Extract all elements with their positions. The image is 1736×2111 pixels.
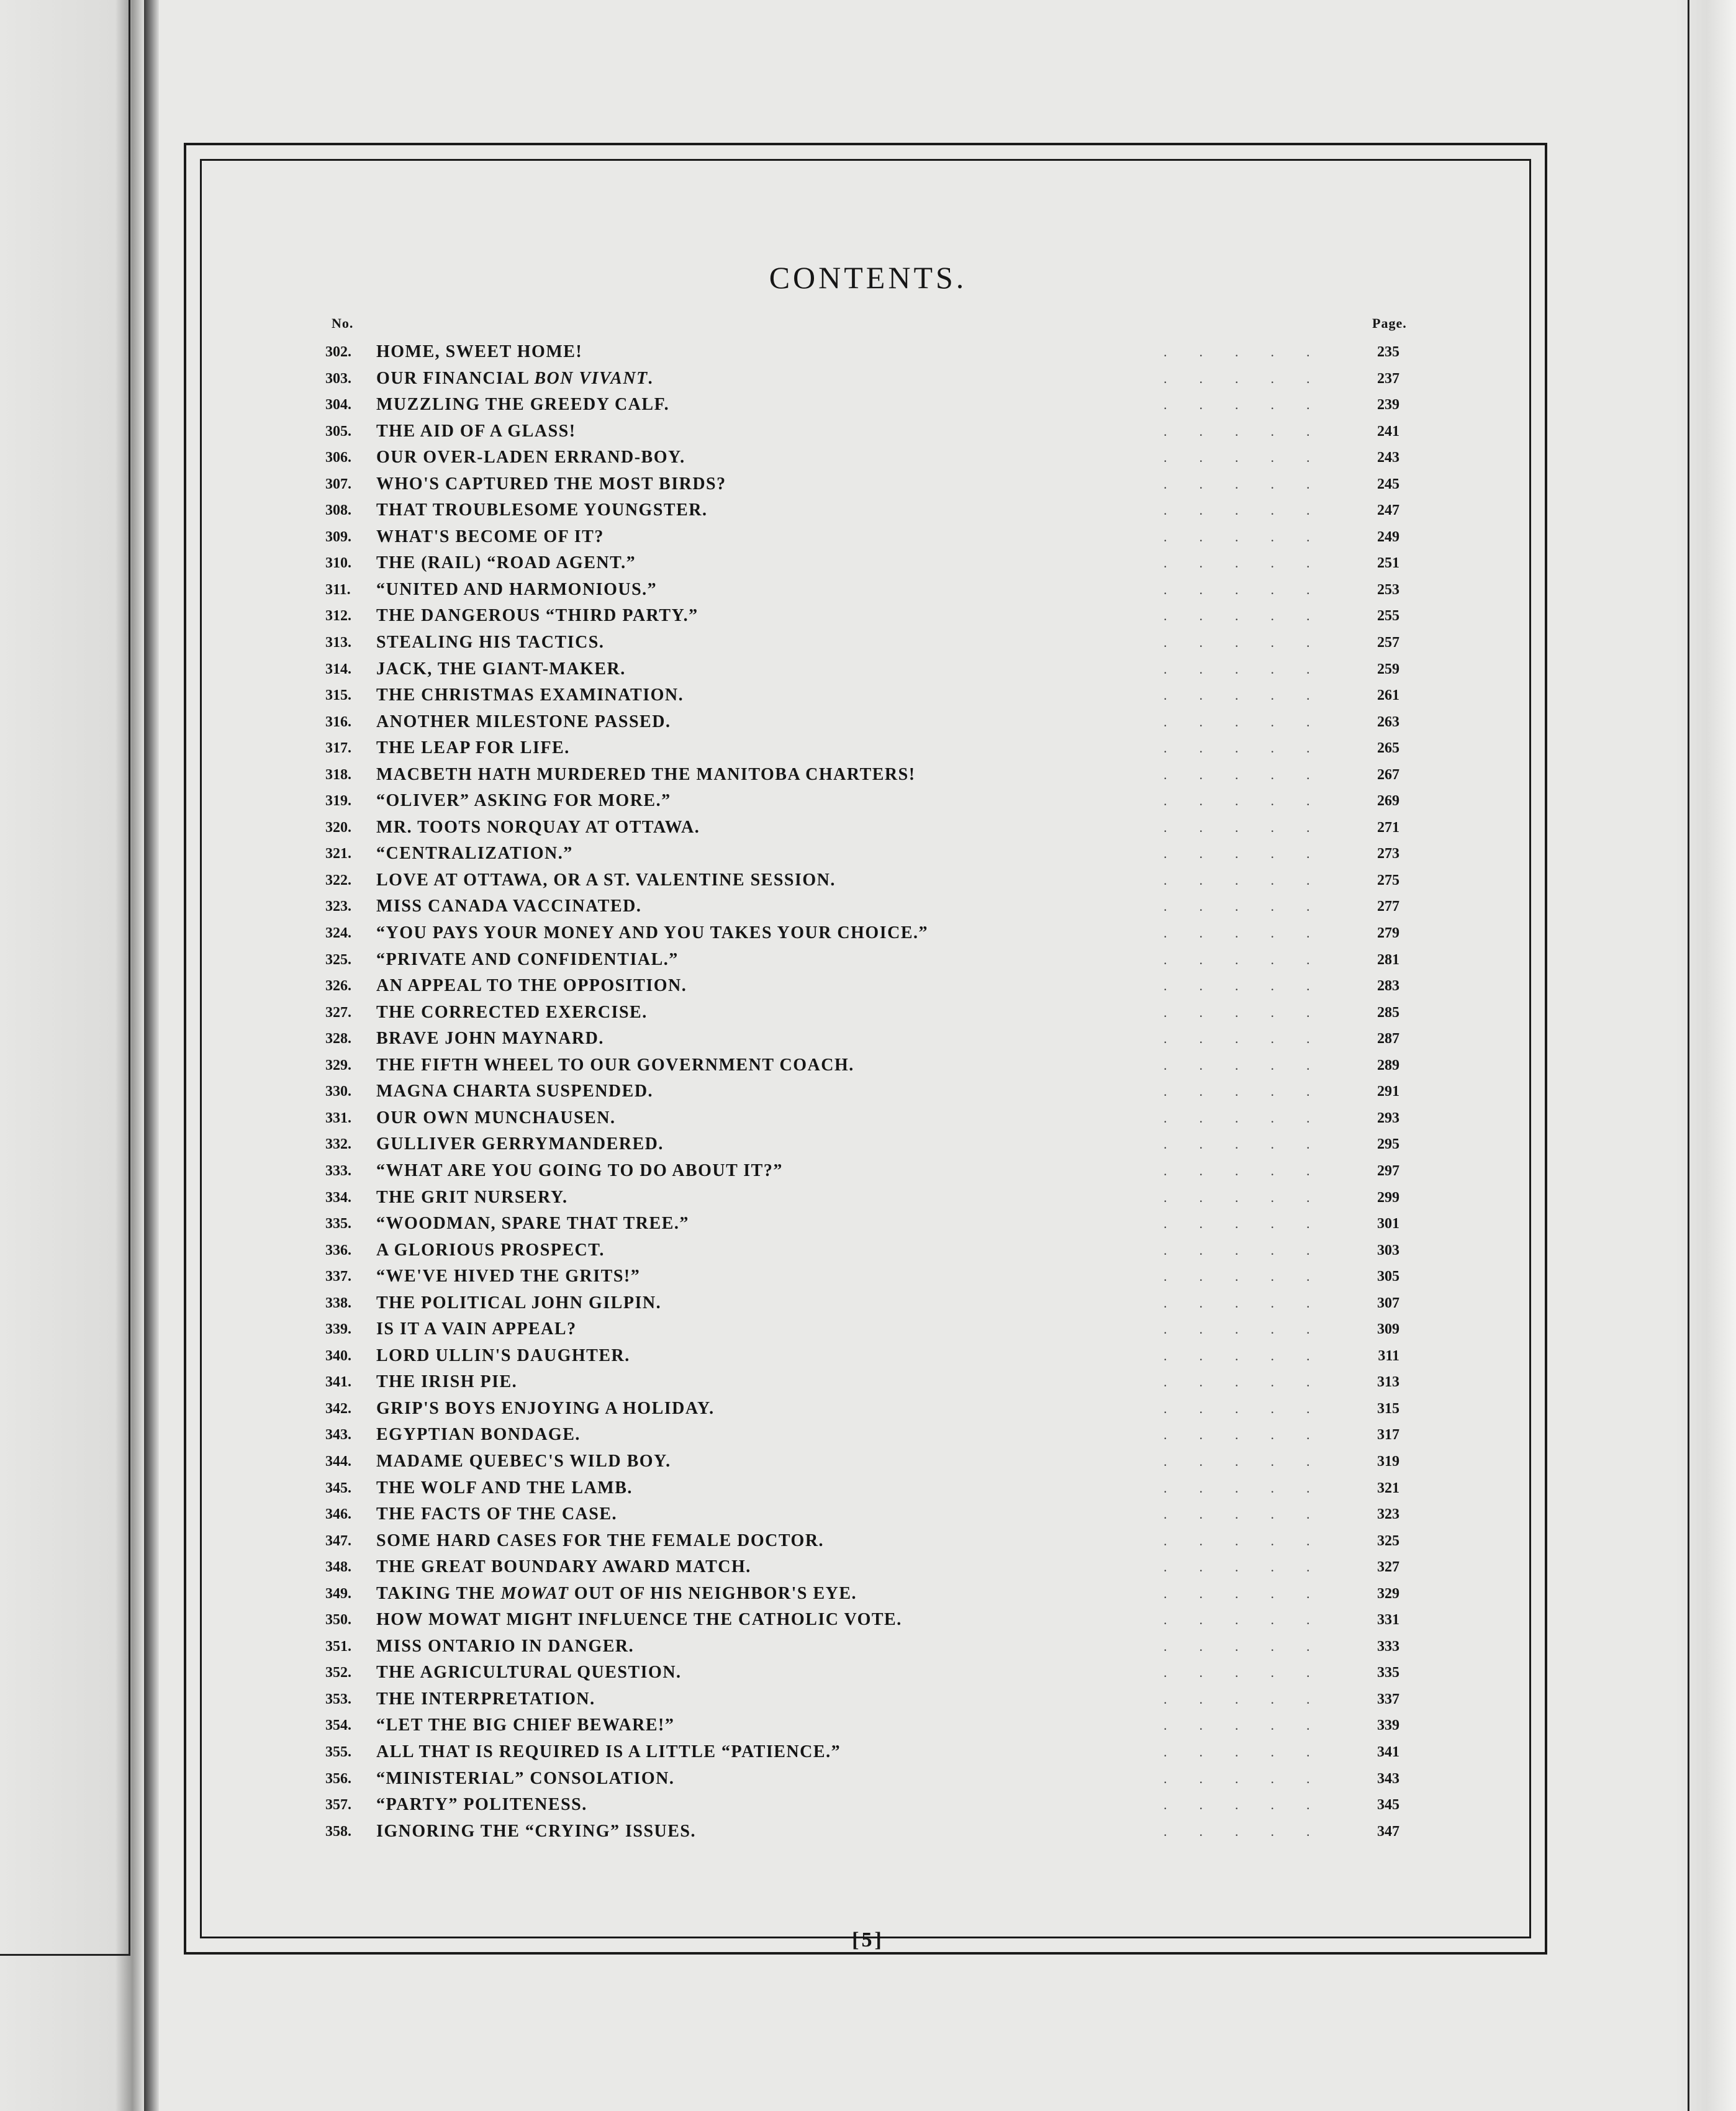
dot-leader: ..... — [1164, 978, 1342, 994]
entry-page: 315 — [1377, 1400, 1399, 1417]
entry-page: 303 — [1377, 1242, 1399, 1259]
page-number: [5] — [852, 1928, 884, 1951]
entry-title: MACBETH HATH MURDERED THE MANITOBA CHARTERS! — [376, 764, 916, 784]
entry-number: 311. — [325, 581, 351, 598]
entry-page: 263 — [1377, 713, 1399, 730]
entry-page: 291 — [1377, 1083, 1399, 1100]
toc-entry — [325, 1766, 1399, 1792]
entry-title: THE CHRISTMAS EXAMINATION. — [376, 685, 684, 705]
toc-entry — [325, 920, 1399, 947]
dot-leader: ..... — [1164, 1797, 1342, 1813]
dot-leader: ..... — [1164, 687, 1342, 703]
entry-number: 330. — [325, 1083, 351, 1100]
dot-leader: ..... — [1164, 1374, 1342, 1390]
entry-number: 340. — [325, 1347, 351, 1364]
dot-leader: ..... — [1164, 581, 1342, 597]
entry-number: 303. — [325, 370, 351, 387]
dot-leader: ..... — [1164, 1532, 1342, 1548]
entry-title: WHAT'S BECOME OF IT? — [376, 527, 604, 546]
dot-leader: ..... — [1164, 1743, 1342, 1760]
toc-entry — [325, 550, 1399, 577]
entry-page: 287 — [1377, 1031, 1399, 1047]
entry-title: THE AID OF A GLASS! — [376, 421, 576, 441]
entry-page: 339 — [1377, 1717, 1399, 1734]
entry-number: 315. — [325, 687, 351, 704]
page-right-edge — [1676, 0, 1736, 2111]
dot-leader: ..... — [1164, 635, 1342, 651]
entry-number: 334. — [325, 1189, 351, 1206]
book-gutter — [144, 0, 159, 2111]
entry-number: 302. — [325, 344, 351, 360]
entry-number: 320. — [325, 819, 351, 836]
entry-number: 322. — [325, 872, 351, 888]
entry-number: 337. — [325, 1268, 351, 1285]
toc-entry — [325, 524, 1399, 551]
entry-title: MUZZLING THE GREEDY CALF. — [376, 395, 670, 415]
entry-number: 309. — [325, 528, 351, 545]
entry-title: “WE'VE HIVED THE GRITS!” — [376, 1267, 641, 1286]
dot-leader: ..... — [1164, 608, 1342, 624]
entry-title: THE AGRICULTURAL QUESTION. — [376, 1663, 682, 1683]
entry-page: 345 — [1377, 1797, 1399, 1814]
dot-leader: ..... — [1164, 502, 1342, 518]
toc-entry — [325, 788, 1399, 815]
entry-title: GRIP'S BOYS ENJOYING A HOLIDAY. — [376, 1398, 715, 1418]
dot-leader: ..... — [1164, 1665, 1342, 1681]
dot-leader: ..... — [1164, 766, 1342, 782]
toc-entry — [325, 577, 1399, 603]
entry-title: THE CORRECTED EXERCISE. — [376, 1002, 648, 1022]
entry-page: 261 — [1377, 687, 1399, 704]
toc-entry — [325, 339, 1399, 366]
entry-page: 307 — [1377, 1295, 1399, 1311]
entry-page: 277 — [1377, 898, 1399, 915]
entry-page: 279 — [1377, 925, 1399, 942]
toc-entry — [325, 735, 1399, 762]
toc-entry — [325, 841, 1399, 867]
entry-page: 323 — [1377, 1506, 1399, 1523]
dot-leader: ..... — [1164, 1585, 1342, 1601]
entry-number: 324. — [325, 925, 351, 942]
toc-entry — [325, 1185, 1399, 1211]
entry-page: 235 — [1377, 344, 1399, 360]
dot-leader: ..... — [1164, 1216, 1342, 1232]
entry-number: 350. — [325, 1612, 351, 1629]
entry-number: 310. — [325, 555, 351, 572]
toc-entry — [325, 815, 1399, 841]
page-right-border — [1688, 0, 1689, 2111]
entry-title: “WOODMAN, SPARE THAT TREE.” — [376, 1214, 689, 1234]
toc-entry — [325, 1026, 1399, 1052]
entry-title: THE FACTS OF THE CASE. — [376, 1504, 618, 1524]
entry-title: THAT TROUBLESOME YOUNGSTER. — [376, 500, 708, 520]
entry-title: THE INTERPRETATION. — [376, 1689, 595, 1709]
toc-entry — [325, 471, 1399, 498]
toc-entry — [325, 1105, 1399, 1132]
entry-number: 316. — [325, 713, 351, 730]
dot-leader: ..... — [1164, 951, 1342, 967]
toc-entry — [325, 1211, 1399, 1237]
dot-leader: ..... — [1164, 713, 1342, 730]
entry-title: AN APPEAL TO THE OPPOSITION. — [376, 976, 687, 996]
dot-leader: ..... — [1164, 1242, 1342, 1258]
toc-entry — [325, 1819, 1399, 1845]
entry-title: A GLORIOUS PROSPECT. — [376, 1240, 605, 1260]
entry-title: JACK, THE GIANT-MAKER. — [376, 659, 626, 679]
toc-entry — [325, 762, 1399, 789]
toc-entry — [325, 1449, 1399, 1475]
dot-leader: ..... — [1164, 1559, 1342, 1575]
entry-page: 297 — [1377, 1162, 1399, 1179]
dot-leader: ..... — [1164, 1427, 1342, 1443]
dot-leader: ..... — [1164, 1400, 1342, 1416]
toc-entry — [325, 1290, 1399, 1317]
entry-number: 357. — [325, 1797, 351, 1814]
toc-entry — [325, 366, 1399, 392]
toc-entry — [325, 1581, 1399, 1607]
entry-title: THE IRISH PIE. — [376, 1372, 518, 1392]
dot-leader: ..... — [1164, 476, 1342, 492]
entry-title: THE POLITICAL JOHN GILPIN. — [376, 1293, 662, 1313]
entry-number: 352. — [325, 1665, 351, 1681]
entry-page: 259 — [1377, 661, 1399, 677]
entry-title: MR. TOOTS NORQUAY AT OTTAWA. — [376, 817, 700, 837]
entry-title: LOVE AT OTTAWA, OR A ST. VALENTINE SESSION. — [376, 870, 836, 890]
toc-entry — [325, 1316, 1399, 1343]
dot-leader: ..... — [1164, 1612, 1342, 1628]
entry-page: 319 — [1377, 1453, 1399, 1470]
entry-number: 306. — [325, 450, 351, 466]
entry-title: THE LEAP FOR LIFE. — [376, 738, 570, 758]
entry-number: 338. — [325, 1295, 351, 1311]
toc-entry — [325, 1158, 1399, 1185]
entry-title: THE FIFTH WHEEL TO OUR GOVERNMENT COACH. — [376, 1055, 854, 1075]
dot-leader: ..... — [1164, 1295, 1342, 1311]
entry-page: 347 — [1377, 1823, 1399, 1840]
entry-page: 243 — [1377, 450, 1399, 466]
dot-leader: ..... — [1164, 819, 1342, 835]
entry-number: 344. — [325, 1453, 351, 1470]
entry-number: 304. — [325, 397, 351, 414]
entry-page: 335 — [1377, 1665, 1399, 1681]
dot-leader: ..... — [1164, 1347, 1342, 1363]
entry-title: “OLIVER” ASKING FOR MORE.” — [376, 791, 671, 811]
entry-title: LORD ULLIN'S DAUGHTER. — [376, 1345, 630, 1365]
entry-number: 348. — [325, 1559, 351, 1576]
entry-number: 347. — [325, 1532, 351, 1549]
toc-entry — [325, 1792, 1399, 1819]
dot-leader: ..... — [1164, 1321, 1342, 1337]
toc-entry — [325, 392, 1399, 418]
entry-page: 311 — [1378, 1347, 1399, 1364]
toc-entry — [325, 1686, 1399, 1713]
toc-entry — [325, 445, 1399, 471]
entry-number: 343. — [325, 1427, 351, 1444]
dot-leader: ..... — [1164, 793, 1342, 809]
toc-entry — [325, 1078, 1399, 1105]
toc-entry — [325, 1739, 1399, 1766]
entry-page: 289 — [1377, 1057, 1399, 1074]
entry-title: THE WOLF AND THE LAMB. — [376, 1478, 633, 1498]
entry-page: 245 — [1377, 476, 1399, 492]
entry-number: 356. — [325, 1770, 351, 1787]
entry-title: SOME HARD CASES FOR THE FEMALE DOCTOR. — [376, 1530, 825, 1550]
entry-title: THE DANGEROUS “THIRD PARTY.” — [376, 606, 698, 626]
entry-page: 241 — [1377, 423, 1399, 440]
entry-number: 339. — [325, 1321, 351, 1338]
dot-leader: ..... — [1164, 925, 1342, 941]
entry-title: GULLIVER GERRYMANDERED. — [376, 1134, 664, 1154]
entry-title: BRAVE JOHN MAYNARD. — [376, 1029, 604, 1049]
entry-number: 329. — [325, 1057, 351, 1074]
entry-title: THE GRIT NURSERY. — [376, 1187, 568, 1207]
dot-leader: ..... — [1164, 528, 1342, 545]
entry-number: 336. — [325, 1242, 351, 1259]
entry-page: 305 — [1377, 1268, 1399, 1285]
entry-title: THE (RAIL) “ROAD AGENT.” — [376, 553, 636, 573]
entry-title: EGYPTIAN BONDAGE. — [376, 1425, 581, 1445]
dot-leader: ..... — [1164, 898, 1342, 915]
entry-number: 319. — [325, 793, 351, 810]
dot-leader: ..... — [1164, 1770, 1342, 1786]
entry-page: 321 — [1377, 1480, 1399, 1496]
entry-number: 305. — [325, 423, 351, 440]
dot-leader: ..... — [1164, 1031, 1342, 1047]
entry-page: 317 — [1377, 1427, 1399, 1444]
toc-entry — [325, 893, 1399, 920]
dot-leader: ..... — [1164, 1189, 1342, 1205]
toc-entry — [325, 1396, 1399, 1422]
entry-page: 283 — [1377, 978, 1399, 995]
entry-title: “CENTRALIZATION.” — [376, 844, 573, 864]
entry-title: “MINISTERIAL” CONSOLATION. — [376, 1768, 675, 1788]
table-of-contents — [325, 339, 1399, 1845]
entry-page: 265 — [1377, 740, 1399, 757]
toc-entry — [325, 418, 1399, 445]
entry-page: 301 — [1377, 1216, 1399, 1232]
entry-number: 325. — [325, 951, 351, 968]
dot-leader: ..... — [1164, 1057, 1342, 1073]
entry-number: 342. — [325, 1400, 351, 1417]
entry-title: ANOTHER MILESTONE PASSED. — [376, 712, 671, 731]
entry-title: HOW MOWAT MIGHT INFLUENCE THE CATHOLIC VOTE. — [376, 1610, 902, 1630]
entry-number: 349. — [325, 1585, 351, 1602]
toc-entry — [325, 709, 1399, 736]
entry-page: 329 — [1377, 1585, 1399, 1602]
entry-page: 313 — [1377, 1374, 1399, 1391]
toc-entry — [325, 1237, 1399, 1264]
entry-title: “PARTY” POLITENESS. — [376, 1795, 587, 1815]
entry-page: 281 — [1377, 951, 1399, 968]
dot-leader: ..... — [1164, 1136, 1342, 1152]
entry-page: 333 — [1377, 1638, 1399, 1655]
entry-page: 273 — [1377, 846, 1399, 862]
entry-page: 325 — [1377, 1532, 1399, 1549]
toc-entry — [325, 1607, 1399, 1634]
toc-entry — [325, 947, 1399, 974]
dot-leader: ..... — [1164, 1638, 1342, 1654]
toc-entry — [325, 1052, 1399, 1079]
toc-entry — [325, 1369, 1399, 1396]
entry-page: 251 — [1377, 555, 1399, 572]
entry-number: 317. — [325, 740, 351, 757]
entry-number: 335. — [325, 1216, 351, 1232]
entry-page: 247 — [1377, 502, 1399, 519]
entry-number: 354. — [325, 1717, 351, 1734]
toc-entry — [325, 682, 1399, 709]
entry-title: MAGNA CHARTA SUSPENDED. — [376, 1082, 654, 1101]
entry-title: HOME, SWEET HOME! — [376, 342, 583, 361]
dot-leader: ..... — [1164, 1480, 1342, 1496]
entry-page: 253 — [1377, 581, 1399, 598]
toc-entry — [325, 1131, 1399, 1158]
toc-entry — [325, 1501, 1399, 1528]
entry-title: “LET THE BIG CHIEF BEWARE!” — [376, 1715, 675, 1735]
entry-title: OUR FINANCIAL BON VIVANT. — [376, 368, 654, 388]
entry-number: 345. — [325, 1480, 351, 1496]
number-column-header: No. — [332, 315, 354, 331]
dot-leader: ..... — [1164, 1162, 1342, 1178]
page-column-header: Page. — [1372, 315, 1407, 331]
toc-entry — [325, 630, 1399, 656]
toc-entry — [325, 1712, 1399, 1739]
entry-page: 331 — [1377, 1612, 1399, 1629]
entry-title: MISS CANADA VACCINATED. — [376, 897, 642, 916]
entry-number: 314. — [325, 661, 351, 677]
toc-entry — [325, 1343, 1399, 1370]
entry-title: STEALING HIS TACTICS. — [376, 633, 605, 653]
toc-entry — [325, 1422, 1399, 1449]
toc-entry — [325, 973, 1399, 1000]
entry-title: MISS ONTARIO IN DANGER. — [376, 1636, 635, 1656]
entry-number: 326. — [325, 978, 351, 995]
toc-entry — [325, 1000, 1399, 1026]
entry-number: 332. — [325, 1136, 351, 1153]
toc-entry — [325, 497, 1399, 524]
entry-number: 321. — [325, 846, 351, 862]
entry-title: TAKING THE MOWAT OUT OF HIS NEIGHBOR'S EYE. — [376, 1583, 857, 1603]
entry-title: MADAME QUEBEC'S WILD BOY. — [376, 1451, 671, 1471]
dot-leader: ..... — [1164, 1506, 1342, 1522]
entry-page: 341 — [1377, 1743, 1399, 1760]
page-title: CONTENTS. — [769, 260, 967, 295]
toc-entry — [325, 1475, 1399, 1502]
entry-page: 249 — [1377, 528, 1399, 545]
entry-page: 269 — [1377, 793, 1399, 810]
entry-title: OUR OWN MUNCHAUSEN. — [376, 1108, 616, 1128]
toc-entry — [325, 1263, 1399, 1290]
toc-entry — [325, 1660, 1399, 1686]
entry-number: 353. — [325, 1691, 351, 1707]
entry-title: IGNORING THE “CRYING” ISSUES. — [376, 1821, 697, 1841]
entry-page: 285 — [1377, 1004, 1399, 1021]
dot-leader: ..... — [1164, 1691, 1342, 1707]
dot-leader: ..... — [1164, 1268, 1342, 1285]
entry-number: 307. — [325, 476, 351, 492]
entry-title: IS IT A VAIN APPEAL? — [376, 1319, 577, 1339]
entry-number: 308. — [325, 502, 351, 519]
entry-page: 309 — [1377, 1321, 1399, 1338]
toc-entry — [325, 867, 1399, 894]
entry-number: 358. — [325, 1823, 351, 1840]
entry-page: 295 — [1377, 1136, 1399, 1153]
entry-title: WHO'S CAPTURED THE MOST BIRDS? — [376, 474, 726, 494]
dot-leader: ..... — [1164, 661, 1342, 677]
dot-leader: ..... — [1164, 370, 1342, 386]
toc-entry — [325, 603, 1399, 630]
entry-number: 351. — [325, 1638, 351, 1655]
entry-title: “PRIVATE AND CONFIDENTIAL.” — [376, 949, 679, 969]
dot-leader: ..... — [1164, 450, 1342, 466]
entry-title: ALL THAT IS REQUIRED IS A LITTLE “PATIENCE.” — [376, 1742, 841, 1761]
toc-entry — [325, 656, 1399, 683]
entry-number: 323. — [325, 898, 351, 915]
toc-entry — [325, 1528, 1399, 1555]
entry-number: 331. — [325, 1110, 351, 1126]
dot-leader: ..... — [1164, 1453, 1342, 1469]
entry-page: 237 — [1377, 370, 1399, 387]
entry-number: 328. — [325, 1031, 351, 1047]
entry-title: OUR OVER-LADEN ERRAND-BOY. — [376, 448, 685, 468]
entry-page: 327 — [1377, 1559, 1399, 1576]
dot-leader: ..... — [1164, 397, 1342, 413]
entry-title: “YOU PAYS YOUR MONEY AND YOU TAKES YOUR CHOICE.” — [376, 923, 928, 943]
entry-number: 318. — [325, 766, 351, 783]
entry-number: 313. — [325, 635, 351, 651]
entry-title: “WHAT ARE YOU GOING TO DO ABOUT IT?” — [376, 1160, 783, 1180]
entry-page: 337 — [1377, 1691, 1399, 1707]
dot-leader: ..... — [1164, 1110, 1342, 1126]
entry-title: THE GREAT BOUNDARY AWARD MATCH. — [376, 1557, 751, 1577]
entry-number: 341. — [325, 1374, 351, 1391]
dot-leader: ..... — [1164, 555, 1342, 571]
entry-number: 312. — [325, 608, 351, 625]
dot-leader: ..... — [1164, 740, 1342, 756]
dot-leader: ..... — [1164, 1823, 1342, 1839]
dot-leader: ..... — [1164, 872, 1342, 888]
entry-page: 255 — [1377, 608, 1399, 625]
entry-page: 267 — [1377, 766, 1399, 783]
toc-entry — [325, 1634, 1399, 1660]
entry-page: 293 — [1377, 1110, 1399, 1126]
entry-title: “UNITED AND HARMONIOUS.” — [376, 579, 658, 599]
entry-number: 333. — [325, 1162, 351, 1179]
entry-page: 271 — [1377, 819, 1399, 836]
dot-leader: ..... — [1164, 1004, 1342, 1020]
entry-page: 239 — [1377, 397, 1399, 414]
entry-number: 355. — [325, 1743, 351, 1760]
dot-leader: ..... — [1164, 1717, 1342, 1734]
entry-page: 343 — [1377, 1770, 1399, 1787]
entry-page: 275 — [1377, 872, 1399, 888]
dot-leader: ..... — [1164, 1083, 1342, 1100]
entry-number: 346. — [325, 1506, 351, 1523]
entry-number: 327. — [325, 1004, 351, 1021]
dot-leader: ..... — [1164, 344, 1342, 359]
dot-leader: ..... — [1164, 423, 1342, 439]
entry-page: 299 — [1377, 1189, 1399, 1206]
toc-entry — [325, 1554, 1399, 1581]
dot-leader: ..... — [1164, 846, 1342, 862]
entry-page: 257 — [1377, 635, 1399, 651]
